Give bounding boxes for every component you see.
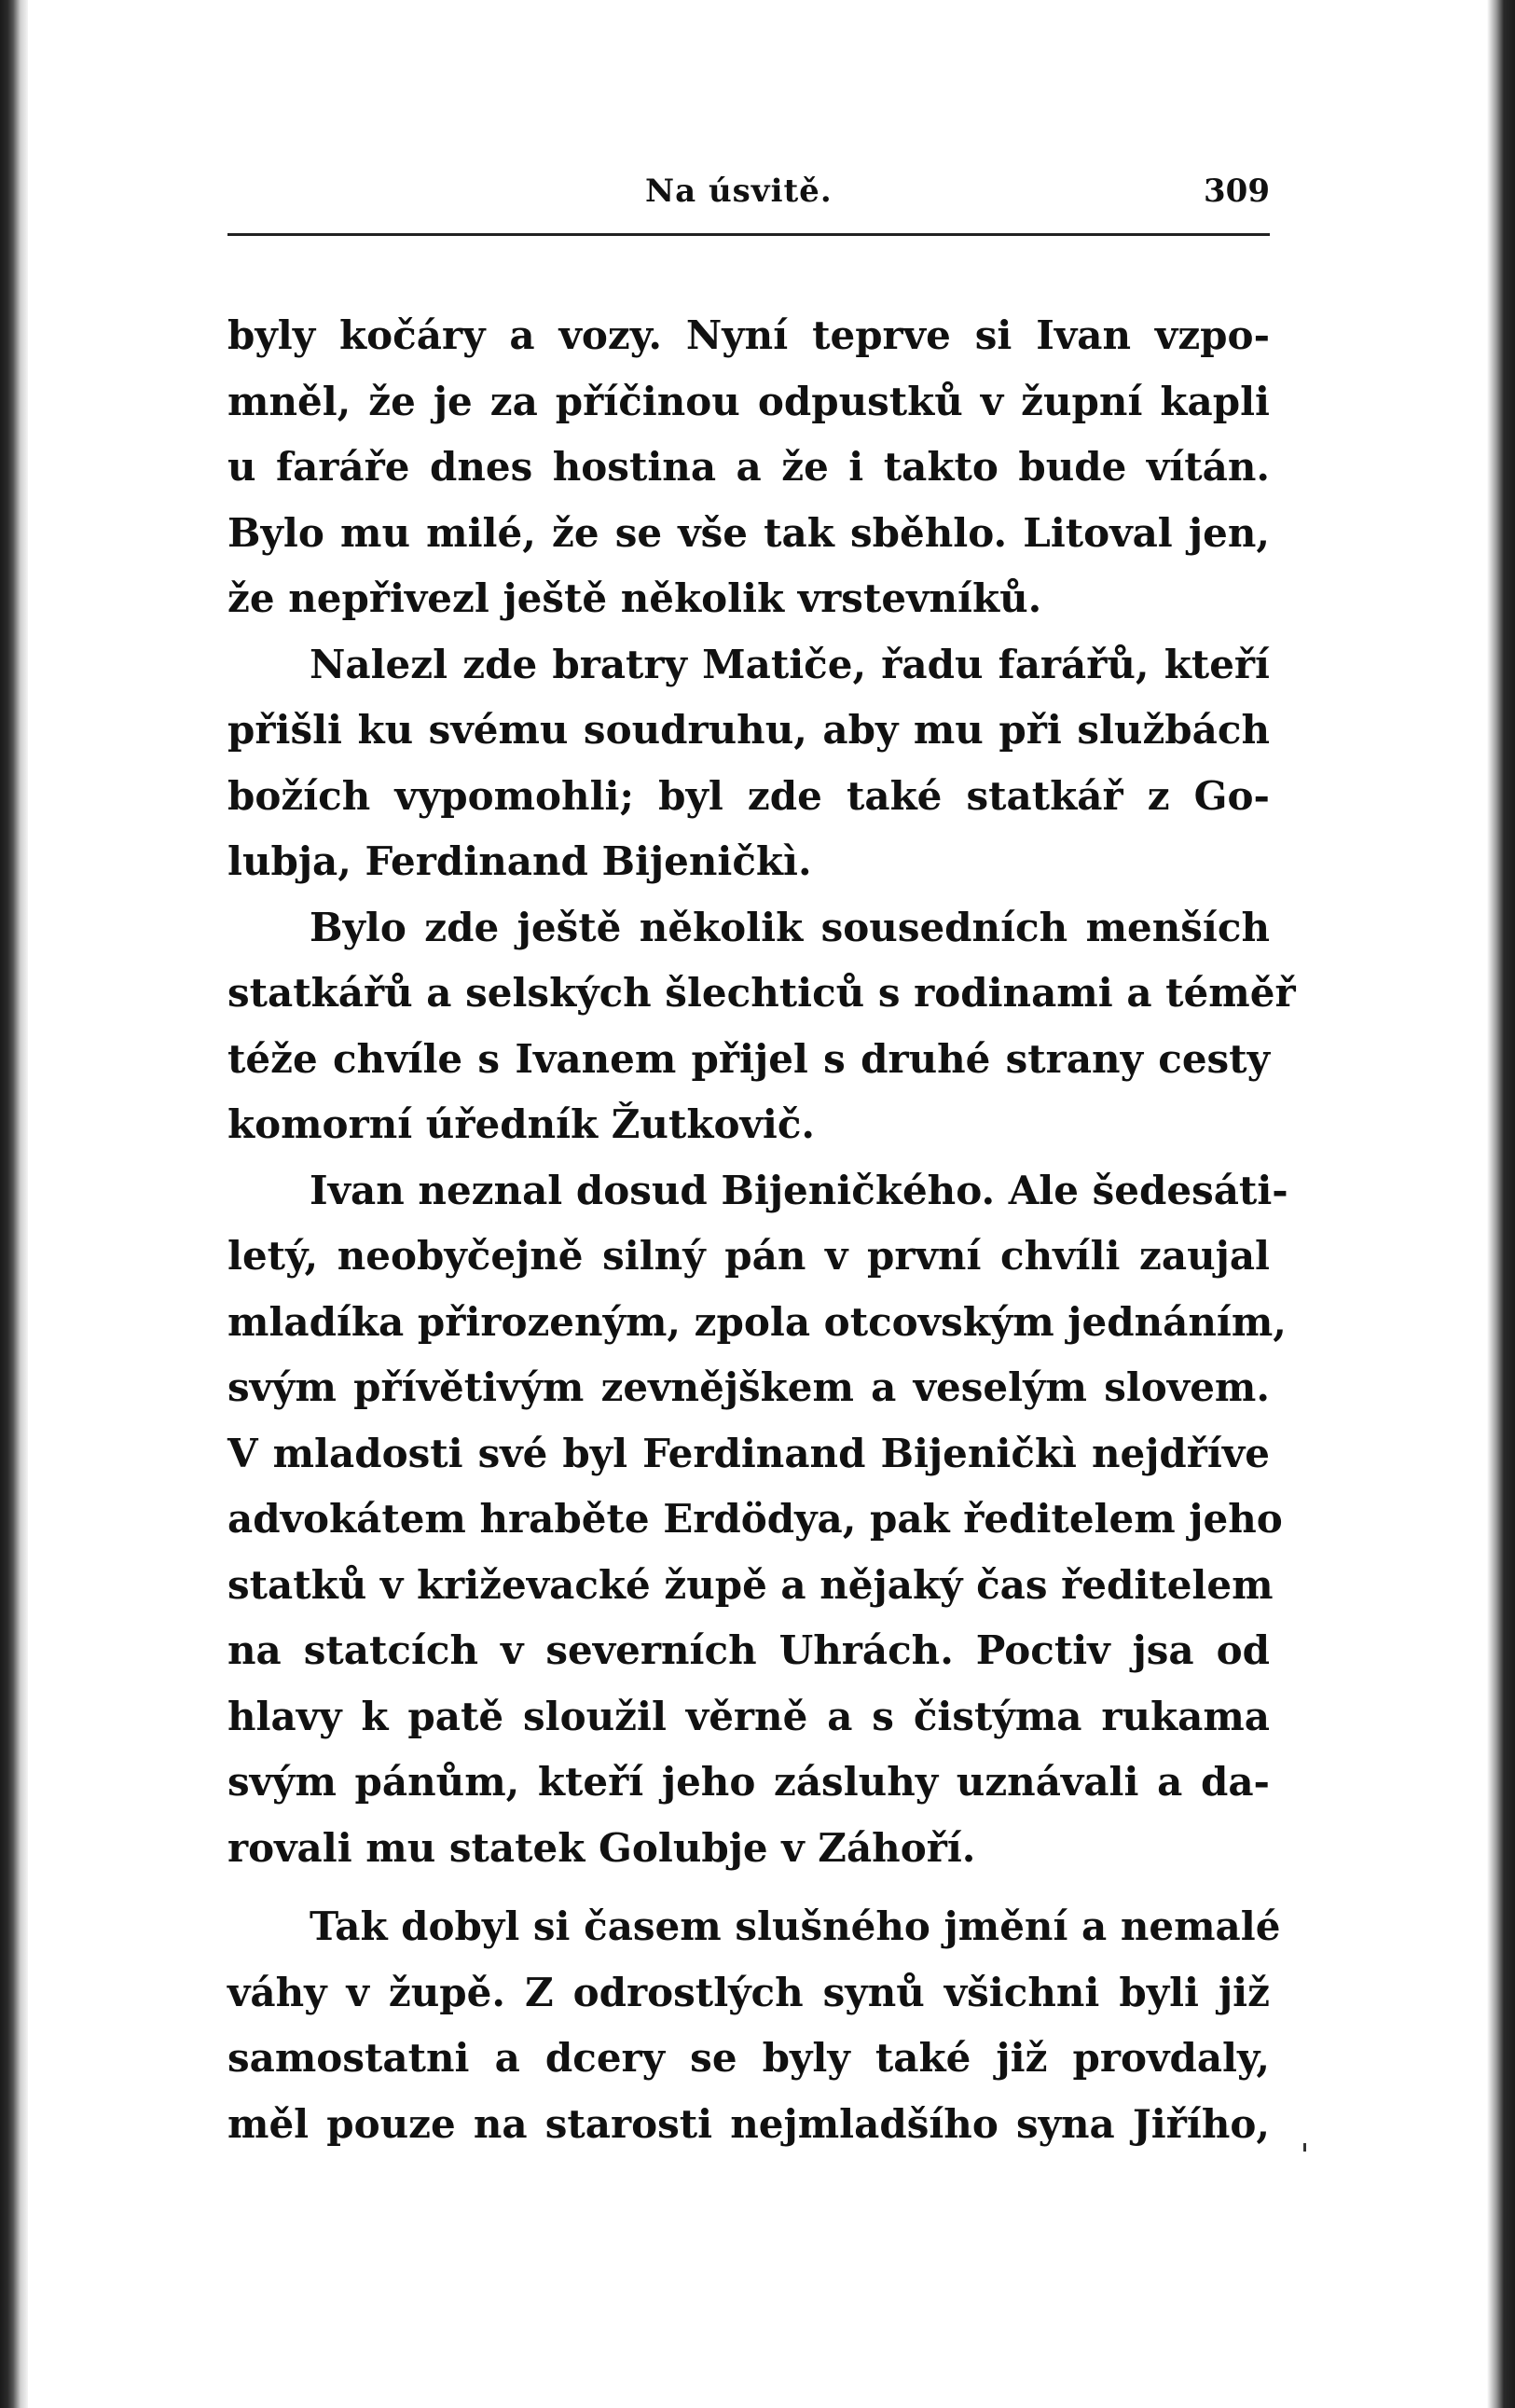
text-line: přišli ku svému soudruhu, aby mu při službách	[227, 707, 1270, 753]
text-line: váhy v župě. Z odrostlých synů všichni byli již	[227, 1969, 1270, 2015]
text-line: byly kočáry a vozy. Nyní teprve si Ivan vzpo-	[227, 312, 1270, 358]
print-speck	[1303, 2143, 1306, 2152]
text-line: V mladosti své byl Ferdinand Bijeničkì nejdříve	[227, 1430, 1270, 1476]
text-line: téže chvíle s Ivanem přijel s druhé strany cesty	[227, 1035, 1270, 1082]
body-text	[227, 303, 1296, 2157]
text-line: Bylo mu milé, že se vše tak sběhlo. Litoval jen,	[227, 509, 1270, 556]
text-line: statků v križevacké župě a nějaký čas ředitelem	[227, 1561, 1274, 1608]
text-line: mladíka přirozeným, zpola otcovským jednáním,	[227, 1298, 1287, 1345]
text-line: Ivan neznal dosud Bijeničkého. Ale šedesáti-	[310, 1167, 1288, 1213]
header-rule	[227, 233, 1270, 236]
text-line: Tak dobyl si časem slušného jmění a nemalé	[310, 1903, 1281, 1949]
text-line: hlavy k patě sloužil věrně a s čistýma rukama	[227, 1693, 1270, 1739]
text-line: Nalezl zde bratry Matiče, řadu farářů, kteří	[310, 641, 1270, 687]
page-number: 309	[1204, 173, 1270, 210]
text-line: statkářů a selských šlechticů s rodinami a téměř	[227, 970, 1296, 1016]
text-line: lubja, Ferdinand Bijeničkì.	[227, 838, 812, 884]
text-line: advokátem hraběte Erdödya, pak ředitelem jeho	[227, 1496, 1283, 1542]
text-line: rovali mu statek Golubje v Záhoří.	[227, 1824, 976, 1871]
text-line: mněl, že je za příčinou odpustků v župní kapli	[227, 378, 1270, 424]
page-edge-right	[1487, 0, 1515, 2408]
text-line: na statcích v severních Uhrách. Poctiv jsa od	[227, 1627, 1270, 1673]
text-line: Bylo zde ještě několik sousedních menších	[310, 904, 1270, 950]
text-line: samostatni a dcery se byly také již provdaly,	[227, 2035, 1270, 2081]
text-line: u faráře dnes hostina a že i takto bude vítán.	[227, 444, 1270, 490]
page-header	[227, 173, 1270, 228]
text-line: že nepřivezl ještě několik vrstevníků.	[227, 575, 1042, 621]
running-title: Na úsvitě.	[645, 173, 833, 210]
text-line: božích vypomohli; byl zde také statkář z Go-	[227, 772, 1270, 819]
text-line: svým přívětivým zevnějškem a veselým slovem.	[227, 1364, 1270, 1410]
page-edge-left	[0, 0, 28, 2408]
text-line: svým pánům, kteří jeho zásluhy uznávali a da-	[227, 1759, 1270, 1805]
text-line: komorní úředník Žutkovič.	[227, 1101, 816, 1147]
text-line: měl pouze na starosti nejmladšího syna Jiřího,	[227, 2100, 1270, 2147]
text-line: letý, neobyčejně silný pán v první chvíli zaujal	[227, 1233, 1270, 1279]
